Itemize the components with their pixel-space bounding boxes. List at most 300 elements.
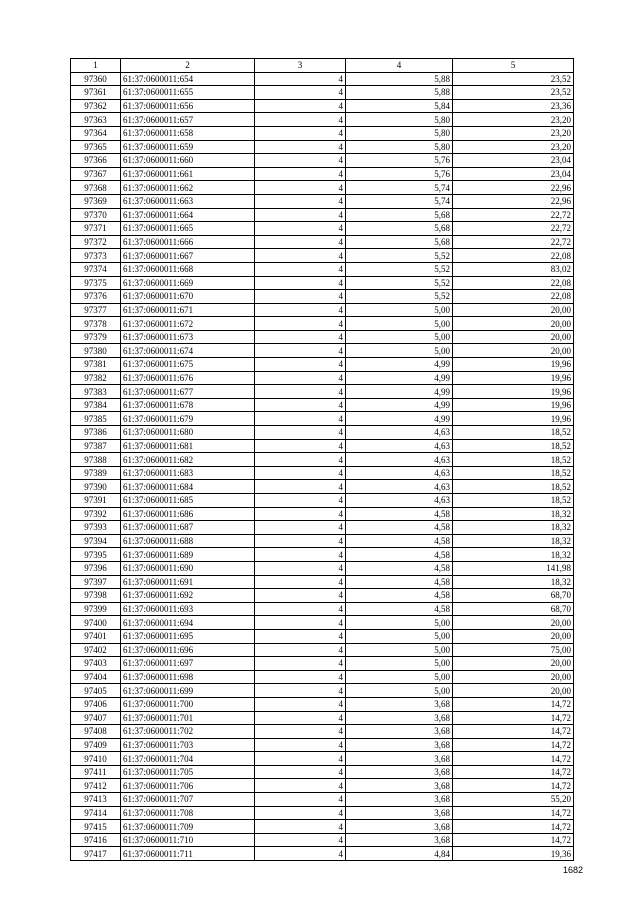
- row-number-cell: 97385: [71, 412, 121, 426]
- row-number-cell: 97372: [71, 235, 121, 249]
- column-5-cell: 20,00: [453, 344, 574, 358]
- table-row: [71, 575, 574, 589]
- column-5-cell: 22,08: [453, 276, 574, 290]
- table-row: [71, 208, 574, 222]
- row-number-cell: 97367: [71, 167, 121, 181]
- column-3-cell: 4: [255, 412, 346, 426]
- table-row: [71, 561, 574, 575]
- column-3-cell: 4: [255, 779, 346, 793]
- column-4-cell: 3,68: [346, 697, 453, 711]
- column-3-cell: 4: [255, 480, 346, 494]
- column-4-cell: 4,58: [346, 602, 453, 616]
- cadastral-number-cell: 61:37:0600011:705: [121, 765, 255, 779]
- column-5-cell: 18,32: [453, 548, 574, 562]
- cadastral-number-cell: 61:37:0600011:661: [121, 167, 255, 181]
- column-3-cell: 4: [255, 453, 346, 467]
- column-5-cell: 19,96: [453, 371, 574, 385]
- column-5-cell: 22,72: [453, 222, 574, 236]
- cadastral-number-cell: 61:37:0600011:683: [121, 466, 255, 480]
- cadastral-number-cell: 61:37:0600011:663: [121, 194, 255, 208]
- cadastral-number-cell: 61:37:0600011:669: [121, 276, 255, 290]
- column-5-cell: 18,52: [453, 494, 574, 508]
- row-number-cell: 97401: [71, 629, 121, 643]
- column-3-cell: 4: [255, 235, 346, 249]
- row-number-cell: 97392: [71, 507, 121, 521]
- column-5-cell: 20,00: [453, 330, 574, 344]
- table-row: [71, 99, 574, 113]
- cadastral-number-cell: 61:37:0600011:687: [121, 521, 255, 535]
- column-header-2: 2: [121, 59, 255, 73]
- table-row: [71, 317, 574, 331]
- column-5-cell: 23,04: [453, 154, 574, 168]
- column-4-cell: 5,52: [346, 290, 453, 304]
- column-4-cell: 5,52: [346, 262, 453, 276]
- column-3-cell: 4: [255, 629, 346, 643]
- row-number-cell: 97366: [71, 154, 121, 168]
- cadastral-number-cell: 61:37:0600011:695: [121, 629, 255, 643]
- row-number-cell: 97403: [71, 657, 121, 671]
- column-5-cell: 23,04: [453, 167, 574, 181]
- row-number-cell: 97394: [71, 534, 121, 548]
- column-header-5: 5: [453, 59, 574, 73]
- column-4-cell: 4,58: [346, 589, 453, 603]
- row-number-cell: 97417: [71, 847, 121, 861]
- column-3-cell: 4: [255, 330, 346, 344]
- column-5-cell: 18,32: [453, 534, 574, 548]
- row-number-cell: 97386: [71, 426, 121, 440]
- column-3-cell: 4: [255, 208, 346, 222]
- table-body: [71, 72, 574, 860]
- column-4-cell: 4,58: [346, 575, 453, 589]
- column-3-cell: 4: [255, 752, 346, 766]
- column-4-cell: 5,76: [346, 154, 453, 168]
- table-row: [71, 140, 574, 154]
- cadastral-number-cell: 61:37:0600011:711: [121, 847, 255, 861]
- column-4-cell: 4,63: [346, 439, 453, 453]
- row-number-cell: 97397: [71, 575, 121, 589]
- table-row: [71, 235, 574, 249]
- column-3-cell: 4: [255, 738, 346, 752]
- column-5-cell: 14,72: [453, 725, 574, 739]
- column-4-cell: 5,00: [346, 303, 453, 317]
- cadastral-number-cell: 61:37:0600011:672: [121, 317, 255, 331]
- row-number-cell: 97373: [71, 249, 121, 263]
- column-5-cell: 20,00: [453, 629, 574, 643]
- column-3-cell: 4: [255, 670, 346, 684]
- cadastral-number-cell: 61:37:0600011:676: [121, 371, 255, 385]
- cadastral-number-cell: 61:37:0600011:707: [121, 793, 255, 807]
- column-4-cell: 5,80: [346, 140, 453, 154]
- column-3-cell: 4: [255, 99, 346, 113]
- row-number-cell: 97369: [71, 194, 121, 208]
- column-3-cell: 4: [255, 765, 346, 779]
- column-4-cell: 4,58: [346, 507, 453, 521]
- column-3-cell: 4: [255, 507, 346, 521]
- table-row: [71, 480, 574, 494]
- table-row: [71, 765, 574, 779]
- table-row: [71, 412, 574, 426]
- column-5-cell: 19,36: [453, 847, 574, 861]
- cadastral-number-cell: 61:37:0600011:670: [121, 290, 255, 304]
- row-number-cell: 97398: [71, 589, 121, 603]
- column-3-cell: 4: [255, 575, 346, 589]
- column-3-cell: 4: [255, 561, 346, 575]
- column-3-cell: 4: [255, 697, 346, 711]
- table-row: [71, 426, 574, 440]
- row-number-cell: 97390: [71, 480, 121, 494]
- column-4-cell: 4,63: [346, 480, 453, 494]
- row-number-cell: 97395: [71, 548, 121, 562]
- table-row: [71, 629, 574, 643]
- cadastral-number-cell: 61:37:0600011:699: [121, 684, 255, 698]
- column-5-cell: 18,52: [453, 466, 574, 480]
- row-number-cell: 97404: [71, 670, 121, 684]
- column-5-cell: 20,00: [453, 657, 574, 671]
- column-3-cell: 4: [255, 276, 346, 290]
- column-4-cell: 4,63: [346, 466, 453, 480]
- cadastral-number-cell: 61:37:0600011:696: [121, 643, 255, 657]
- cadastral-number-cell: 61:37:0600011:658: [121, 126, 255, 140]
- column-5-cell: 20,00: [453, 670, 574, 684]
- cadastral-number-cell: 61:37:0600011:662: [121, 181, 255, 195]
- column-3-cell: 4: [255, 589, 346, 603]
- column-4-cell: 3,68: [346, 725, 453, 739]
- column-5-cell: 19,96: [453, 358, 574, 372]
- column-4-cell: 3,68: [346, 765, 453, 779]
- column-5-cell: 23,52: [453, 72, 574, 86]
- table-row: [71, 847, 574, 861]
- cadastral-number-cell: 61:37:0600011:654: [121, 72, 255, 86]
- column-5-cell: 22,08: [453, 290, 574, 304]
- column-5-cell: 22,96: [453, 181, 574, 195]
- table-row: [71, 249, 574, 263]
- column-4-cell: 5,68: [346, 222, 453, 236]
- cadastral-number-cell: 61:37:0600011:704: [121, 752, 255, 766]
- table-row: [71, 303, 574, 317]
- cadastral-number-cell: 61:37:0600011:666: [121, 235, 255, 249]
- column-4-cell: 3,68: [346, 738, 453, 752]
- column-3-cell: 4: [255, 290, 346, 304]
- table-row: [71, 657, 574, 671]
- cadastral-number-cell: 61:37:0600011:688: [121, 534, 255, 548]
- column-4-cell: 4,99: [346, 358, 453, 372]
- column-3-cell: 4: [255, 833, 346, 847]
- column-4-cell: 3,68: [346, 793, 453, 807]
- column-3-cell: 4: [255, 222, 346, 236]
- table-row: [71, 711, 574, 725]
- column-4-cell: 3,68: [346, 752, 453, 766]
- row-number-cell: 97377: [71, 303, 121, 317]
- row-number-cell: 97408: [71, 725, 121, 739]
- column-4-cell: 4,99: [346, 371, 453, 385]
- column-5-cell: 55,20: [453, 793, 574, 807]
- column-5-cell: 14,72: [453, 833, 574, 847]
- column-5-cell: 14,72: [453, 752, 574, 766]
- column-3-cell: 4: [255, 820, 346, 834]
- column-3-cell: 4: [255, 847, 346, 861]
- row-number-cell: 97365: [71, 140, 121, 154]
- row-number-cell: 97361: [71, 86, 121, 100]
- table-row: [71, 194, 574, 208]
- cadastral-number-cell: 61:37:0600011:677: [121, 385, 255, 399]
- column-4-cell: 5,68: [346, 235, 453, 249]
- column-5-cell: 22,08: [453, 249, 574, 263]
- column-3-cell: 4: [255, 793, 346, 807]
- column-5-cell: 75,00: [453, 643, 574, 657]
- column-5-cell: 19,96: [453, 412, 574, 426]
- cadastral-number-cell: 61:37:0600011:655: [121, 86, 255, 100]
- row-number-cell: 97415: [71, 820, 121, 834]
- column-5-cell: 68,70: [453, 589, 574, 603]
- column-4-cell: 5,88: [346, 72, 453, 86]
- table-row: [71, 262, 574, 276]
- column-5-cell: 19,96: [453, 385, 574, 399]
- column-4-cell: 5,84: [346, 99, 453, 113]
- column-4-cell: 4,63: [346, 453, 453, 467]
- row-number-cell: 97402: [71, 643, 121, 657]
- row-number-cell: 97412: [71, 779, 121, 793]
- cadastral-number-cell: 61:37:0600011:668: [121, 262, 255, 276]
- row-number-cell: 97381: [71, 358, 121, 372]
- column-5-cell: 20,00: [453, 303, 574, 317]
- cadastral-number-cell: 61:37:0600011:694: [121, 616, 255, 630]
- row-number-cell: 97410: [71, 752, 121, 766]
- cadastral-number-cell: 61:37:0600011:689: [121, 548, 255, 562]
- column-3-cell: 4: [255, 521, 346, 535]
- column-5-cell: 22,72: [453, 235, 574, 249]
- column-3-cell: 4: [255, 154, 346, 168]
- row-number-cell: 97414: [71, 806, 121, 820]
- cadastral-number-cell: 61:37:0600011:675: [121, 358, 255, 372]
- column-4-cell: 5,80: [346, 113, 453, 127]
- row-number-cell: 97409: [71, 738, 121, 752]
- cadastral-number-cell: 61:37:0600011:681: [121, 439, 255, 453]
- table-row: [71, 820, 574, 834]
- row-number-cell: 97400: [71, 616, 121, 630]
- cadastral-number-cell: 61:37:0600011:700: [121, 697, 255, 711]
- table-row: [71, 793, 574, 807]
- header-row: [71, 59, 574, 73]
- row-number-cell: 97383: [71, 385, 121, 399]
- table-row: [71, 276, 574, 290]
- cadastral-number-cell: 61:37:0600011:686: [121, 507, 255, 521]
- column-5-cell: 14,72: [453, 779, 574, 793]
- column-4-cell: 5,00: [346, 616, 453, 630]
- column-4-cell: 3,68: [346, 806, 453, 820]
- column-3-cell: 4: [255, 86, 346, 100]
- column-5-cell: 23,20: [453, 126, 574, 140]
- table-row: [71, 589, 574, 603]
- table-row: [71, 439, 574, 453]
- column-3-cell: 4: [255, 358, 346, 372]
- table-row: [71, 684, 574, 698]
- cadastral-number-cell: 61:37:0600011:690: [121, 561, 255, 575]
- column-3-cell: 4: [255, 684, 346, 698]
- table-row: [71, 494, 574, 508]
- column-header-4: 4: [346, 59, 453, 73]
- column-3-cell: 4: [255, 385, 346, 399]
- table-row: [71, 752, 574, 766]
- cadastral-number-cell: 61:37:0600011:706: [121, 779, 255, 793]
- column-3-cell: 4: [255, 602, 346, 616]
- column-5-cell: 18,32: [453, 575, 574, 589]
- column-header-1: 1: [71, 59, 121, 73]
- cadastral-number-cell: 61:37:0600011:673: [121, 330, 255, 344]
- column-4-cell: 5,74: [346, 194, 453, 208]
- column-3-cell: 4: [255, 643, 346, 657]
- column-3-cell: 4: [255, 126, 346, 140]
- table-row: [71, 616, 574, 630]
- column-4-cell: 5,00: [346, 643, 453, 657]
- row-number-cell: 97376: [71, 290, 121, 304]
- column-3-cell: 4: [255, 181, 346, 195]
- column-3-cell: 4: [255, 494, 346, 508]
- row-number-cell: 97382: [71, 371, 121, 385]
- cadastral-number-cell: 61:37:0600011:680: [121, 426, 255, 440]
- cadastral-number-cell: 61:37:0600011:708: [121, 806, 255, 820]
- column-4-cell: 5,52: [346, 249, 453, 263]
- column-3-cell: 4: [255, 303, 346, 317]
- cadastral-number-cell: 61:37:0600011:664: [121, 208, 255, 222]
- cadastral-number-cell: 61:37:0600011:671: [121, 303, 255, 317]
- column-3-cell: 4: [255, 534, 346, 548]
- column-3-cell: 4: [255, 72, 346, 86]
- column-5-cell: 20,00: [453, 684, 574, 698]
- row-number-cell: 97393: [71, 521, 121, 535]
- table-row: [71, 330, 574, 344]
- table-row: [71, 222, 574, 236]
- table-row: [71, 398, 574, 412]
- column-3-cell: 4: [255, 806, 346, 820]
- row-number-cell: 97360: [71, 72, 121, 86]
- row-number-cell: 97411: [71, 765, 121, 779]
- cadastral-number-cell: 61:37:0600011:698: [121, 670, 255, 684]
- table-row: [71, 385, 574, 399]
- page-number: 1682: [562, 865, 583, 875]
- cadastral-number-cell: 61:37:0600011:702: [121, 725, 255, 739]
- column-3-cell: 4: [255, 548, 346, 562]
- column-4-cell: 5,88: [346, 86, 453, 100]
- cadastral-number-cell: 61:37:0600011:697: [121, 657, 255, 671]
- column-3-cell: 4: [255, 249, 346, 263]
- row-number-cell: 97384: [71, 398, 121, 412]
- row-number-cell: 97399: [71, 602, 121, 616]
- column-3-cell: 4: [255, 725, 346, 739]
- row-number-cell: 97406: [71, 697, 121, 711]
- table-row: [71, 371, 574, 385]
- row-number-cell: 97379: [71, 330, 121, 344]
- cadastral-number-cell: 61:37:0600011:684: [121, 480, 255, 494]
- row-number-cell: 97413: [71, 793, 121, 807]
- cadastral-number-cell: 61:37:0600011:709: [121, 820, 255, 834]
- column-4-cell: 4,58: [346, 521, 453, 535]
- column-5-cell: 22,72: [453, 208, 574, 222]
- column-3-cell: 4: [255, 194, 346, 208]
- column-5-cell: 14,72: [453, 711, 574, 725]
- cadastral-number-cell: 61:37:0600011:703: [121, 738, 255, 752]
- column-3-cell: 4: [255, 398, 346, 412]
- column-4-cell: 4,58: [346, 548, 453, 562]
- column-5-cell: 23,20: [453, 140, 574, 154]
- column-4-cell: 5,52: [346, 276, 453, 290]
- row-number-cell: 97387: [71, 439, 121, 453]
- column-3-cell: 4: [255, 616, 346, 630]
- column-4-cell: 4,58: [346, 534, 453, 548]
- column-4-cell: 5,00: [346, 344, 453, 358]
- column-5-cell: 14,72: [453, 697, 574, 711]
- row-number-cell: 97364: [71, 126, 121, 140]
- column-4-cell: 4,99: [346, 385, 453, 399]
- row-number-cell: 97375: [71, 276, 121, 290]
- cadastral-number-cell: 61:37:0600011:659: [121, 140, 255, 154]
- cadastral-number-cell: 61:37:0600011:657: [121, 113, 255, 127]
- column-4-cell: 5,00: [346, 657, 453, 671]
- cadastral-number-cell: 61:37:0600011:693: [121, 602, 255, 616]
- row-number-cell: 97380: [71, 344, 121, 358]
- table-row: [71, 534, 574, 548]
- row-number-cell: 97371: [71, 222, 121, 236]
- column-5-cell: 14,72: [453, 765, 574, 779]
- column-5-cell: 18,32: [453, 521, 574, 535]
- table-row: [71, 670, 574, 684]
- column-3-cell: 4: [255, 426, 346, 440]
- column-4-cell: 5,74: [346, 181, 453, 195]
- column-5-cell: 83,02: [453, 262, 574, 276]
- column-4-cell: 3,68: [346, 779, 453, 793]
- cadastral-number-cell: 61:37:0600011:691: [121, 575, 255, 589]
- column-4-cell: 3,68: [346, 820, 453, 834]
- column-4-cell: 5,00: [346, 684, 453, 698]
- column-3-cell: 4: [255, 344, 346, 358]
- row-number-cell: 97368: [71, 181, 121, 195]
- column-3-cell: 4: [255, 317, 346, 331]
- table-row: [71, 72, 574, 86]
- table-row: [71, 167, 574, 181]
- row-number-cell: 97378: [71, 317, 121, 331]
- column-5-cell: 20,00: [453, 317, 574, 331]
- column-5-cell: 14,72: [453, 820, 574, 834]
- table-row: [71, 181, 574, 195]
- table-row: [71, 344, 574, 358]
- table-row: [71, 643, 574, 657]
- table-row: [71, 113, 574, 127]
- table-row: [71, 602, 574, 616]
- column-4-cell: 3,68: [346, 833, 453, 847]
- column-5-cell: 22,96: [453, 194, 574, 208]
- row-number-cell: 97374: [71, 262, 121, 276]
- column-4-cell: 4,99: [346, 398, 453, 412]
- table-row: [71, 290, 574, 304]
- row-number-cell: 97363: [71, 113, 121, 127]
- row-number-cell: 97391: [71, 494, 121, 508]
- table-row: [71, 548, 574, 562]
- column-4-cell: 4,63: [346, 494, 453, 508]
- column-3-cell: 4: [255, 113, 346, 127]
- column-5-cell: 68,70: [453, 602, 574, 616]
- column-5-cell: 18,32: [453, 507, 574, 521]
- cadastral-number-cell: 61:37:0600011:665: [121, 222, 255, 236]
- column-5-cell: 18,52: [453, 453, 574, 467]
- table-row: [71, 86, 574, 100]
- column-5-cell: 19,96: [453, 398, 574, 412]
- row-number-cell: 97396: [71, 561, 121, 575]
- column-3-cell: 4: [255, 466, 346, 480]
- table-row: [71, 833, 574, 847]
- column-5-cell: 14,72: [453, 806, 574, 820]
- column-3-cell: 4: [255, 262, 346, 276]
- table-row: [71, 725, 574, 739]
- column-5-cell: 20,00: [453, 616, 574, 630]
